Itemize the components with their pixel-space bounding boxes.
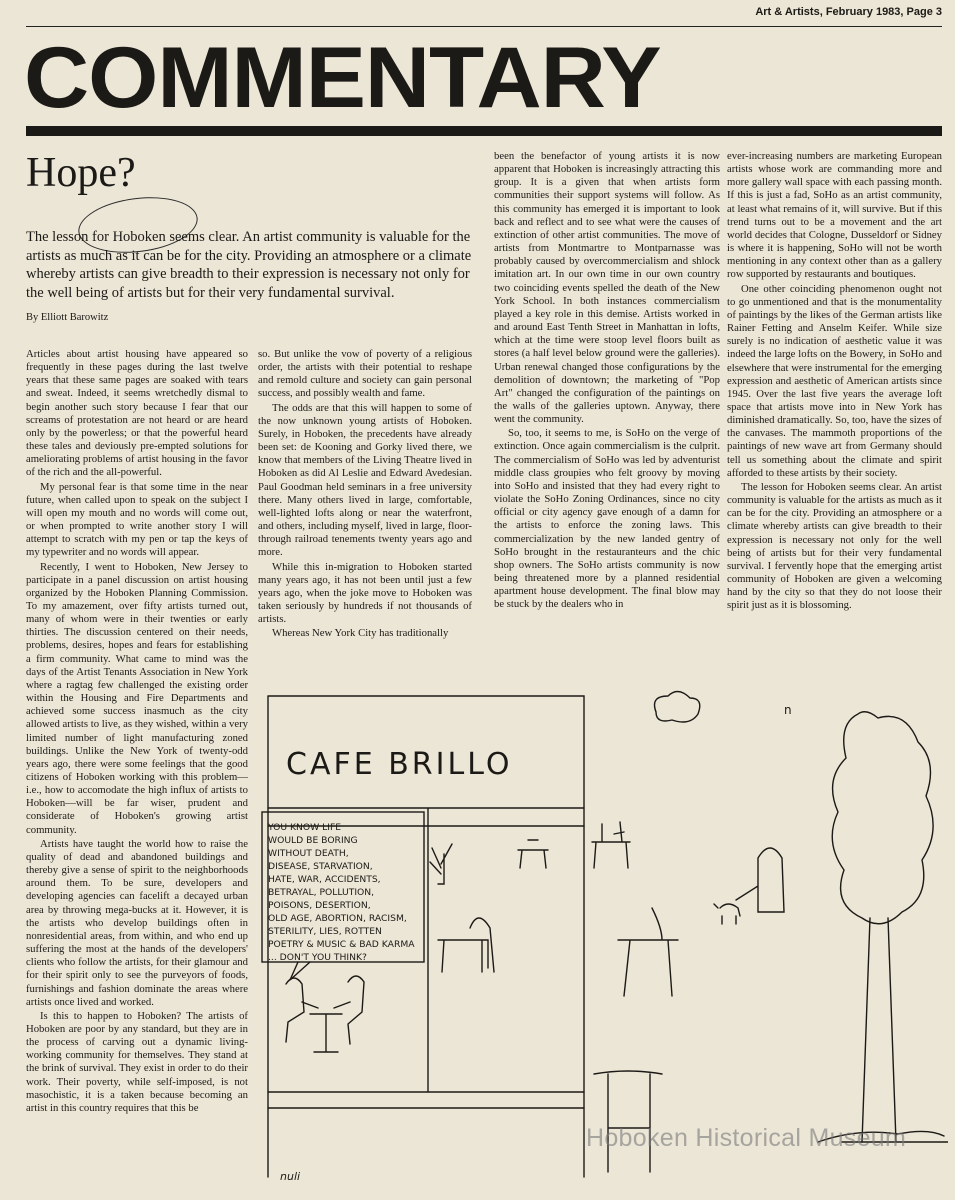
outdoor-chair [592, 822, 630, 868]
paragraph: Artists have taught the world how to raise the quality of dead and abandoned buildings and thereby give a sense of spirit to the neighborhoods around them. To be sure, developers and developing agencies can facelift a decayed urban area by throwing mega-bucks at it. However, it is the artists who develop buildings often in nonresidential areas, from within, and who end up suffering the most at the hands of the developers' clients who follow the artists, for their glamour and for their spirit only to see the purveyors of foods, furnishings and fashion dominate the areas where artists once lived and worked. [26, 837, 248, 1008]
paragraph: Recently, I went to Hoboken, New Jersey to participate in a panel discussion on artist housing organized by the Hoboken Planning Commission. To my amazement, over fifty artists turned out, many of whom were in their twenties or early thirties. The discussion centered on their needs, problems, desires, hopes and fears for establishing a firm community. What came to mind was the days of the Artist Tenants Association in New York where a ragtag few challenged the existing order within the Housing and Fire Departments and achieved some success inasmuch as the city allowed artists to live, as they wished, within a very limited number of light manufacturing zoned buildings. Unlike the New York of twenty-odd years ago, there were some feelings that the good citizens of Hoboken working with this problem—i.e., how to accomodate the high influx of artists to Hoboken—will be far wiser, prudent and considerate of Hoboken's growing artist community. [26, 560, 248, 836]
seated-figure-right [334, 976, 364, 1044]
seated-figure-left [286, 978, 318, 1042]
svg-text:WITHOUT DEATH,: WITHOUT DEATH, [268, 848, 349, 859]
svg-text:POISONS, DESERTION,: POISONS, DESERTION, [268, 900, 371, 911]
paragraph: One other coinciding phenomenon ought not to go unmentioned and that is the monumentality of paintings by the likes of the German artists like Rainer Fetting and Anselm Keifer. While size surely is no indication of aesthetic value it was indeed the large lofts on the Bowery, in SoHo and elsewhere that were instrumental for the emerging expression and aesthetic of American artists since 1945. Over the last five years the average loft space that artists move into in New York has diminished dramatically. So, too, have the sizes of the canvases. The mammoth proportions of the paintings of new wave art from Germany should tell us something about the climate and spirit afforded to these artists by their society. [727, 282, 942, 479]
cafe-table [310, 1014, 342, 1052]
paragraph: The lesson for Hoboken seems clear. An artist community is valuable for the artists as much as it can be for the city. Providing an atmosphere or a climate whereby artists can give breadth to their expression is necessary not only for the well being of artists but for their very fundamental survival. I fervently hope that the emerging artist community of Hoboken are given a welcoming hand by the city so that they do not loose their spirit just as it is blossoming. [727, 480, 942, 612]
paragraph: Articles about artist housing have appeared so frequently in these pages during the last twelve years that these same pages are soaked with tears and sweat. Indeed, it seems wretchedly dismal to begin another such story because I fear that our screams of protestation are not heard or are heard only by the powerless; or that the powerful heard these tales and deviously pre-empted solutions for ameliorating problems of artist housing in the favor of the rich and the all-powerful. [26, 348, 248, 479]
cartoon-illustration [258, 672, 948, 1192]
potted-plant [430, 844, 452, 884]
article-column-2 [258, 348, 472, 660]
paragraph: The odds are that this will happen to some of the now unknown young artists of Hoboken. Surely, in Hoboken, the precedents have already been set: de Kooning and Gorky lived there, we know that members of the Living Theatre lived in Hoboken as did Al Leslie and Edward Avedesian. Paul Goodman held seminars in a free university there. Many others lived in large, comfortable, well-lighted lofts along or near the waterfront, and others, including myself, lived in large, floor-through railroad tenements twenty years ago and more. [258, 401, 472, 559]
svg-text:OLD AGE, ABORTION, RACISM,: OLD AGE, ABORTION, RACISM, [268, 913, 407, 924]
paragraph: While this in-migration to Hoboken started many years ago, it has not been until just a few years ago, when the joke move to Hoboken was taken seriously by hundreds if not thousands of artists. [258, 560, 472, 626]
tree-canopy [832, 712, 933, 924]
paragraph: So, too, it seems to me, is SoHo on the verge of extinction. Once again commercialism is the culprit. The commercialism of SoHo was led by adventurist middle class groupies who felt groovy by moving into SoHo and insisted that they had every right to violate the SoHo Zoning Ordinances, since no city official or city agency gave enough of a damn for the artists to enforce the zoning laws. This commercialization by the new landed gentry of SoHo brought in the restauranteurs and the chic shop owners. The SoHo artists community is now being threatened more by a planned residential apartment house development. The final blow may be stuck by the dealers who in [494, 427, 720, 611]
byline: By Elliott Barowitz [26, 312, 109, 323]
speech-tail [290, 962, 310, 980]
headline: Hope? [26, 150, 136, 196]
tree-trunk [862, 918, 896, 1142]
svg-text:YOU KNOW LIFE: YOU KNOW LIFE [268, 822, 342, 833]
svg-text:WOULD BE BORING: WOULD BE BORING [268, 835, 358, 846]
foreground-stool [594, 1071, 662, 1172]
svg-text:DISEASE, STARVATION,: DISEASE, STARVATION, [268, 861, 373, 872]
outdoor-table [618, 908, 678, 996]
paragraph: been the benefactor of young artists it is now apparent that Hoboken is increasingly attracting this group. It is a given that when artists form communities their support systems will follow. As this community has emerged it is important to look back and reflect and to see what were the causes of extinction of other artist communities. The move of artists from Montmartre to Montparnasse was probably caused by overcommercialism and shlock imitation art. In our own time in our own country two coinciding events spelled the death of the New York School. In both instances commercialism played a key role in this demise. Artists worked in and around East Tenth Street in Manhattan in lofts, which at the time were stoop level floors built as stores (a half level below ground were the galleries). Urban renewal changed those configurations by the demolition of downtown; the marketing of "Pop Art" changed the configuration of the paintings on the walls of the galleries uptown. Anyway, there went the community. [494, 150, 720, 426]
artist-signature: nuli [280, 1170, 301, 1183]
svg-text:... DON'T YOU THINK?: ... DON'T YOU THINK? [268, 952, 367, 963]
svg-text:BETRAYAL, POLLUTION,: BETRAYAL, POLLUTION, [268, 887, 375, 898]
paragraph: Whereas New York City has traditionally [272, 627, 449, 640]
svg-text:POETRY & MUSIC & BAD KARMA: POETRY & MUSIC & BAD KARMA [268, 939, 415, 950]
svg-text:HATE, WAR, ACCIDENTS,: HATE, WAR, ACCIDENTS, [268, 874, 381, 885]
dek: The lesson for Hoboken seems clear. An artist community is valuable for the artists as much as it can be for the city. Providing an atmosphere or a climate whereby artists can give breadth to their expression is necessary not only for the well being of artists but for their very fundamental survival. [26, 229, 472, 301]
article-column-1 [26, 348, 248, 1193]
running-head: Art & Artists, February 1983, Page 3 [755, 6, 942, 18]
bird: n [784, 703, 792, 717]
paragraph: My personal fear is that some time in the near future, when called upon to speak on the subject I will open my mouth and no words will come out, or when prompted to write another story I will attempt to scratch with my pen or tap the keys of my typewriter and no words will appear. [26, 480, 248, 559]
article-column-3 [494, 150, 720, 662]
chair [438, 918, 494, 972]
section-rule [26, 126, 942, 136]
speech-text [267, 822, 415, 963]
cloud [655, 691, 700, 722]
watermark: Hoboken Historical Museum [586, 1124, 907, 1152]
person-walking-dog [736, 848, 784, 912]
section-title: COMMENTARY [24, 30, 661, 126]
dog [714, 904, 740, 924]
cafe-table-small [518, 840, 548, 868]
paragraph: so. But unlike the vow of poverty of a religious order, the artists with their potential to reshape and remold culture and society can gain personal success, and possibly wealth and fame. [258, 348, 472, 400]
svg-text:STERILITY, LIES, ROTTEN: STERILITY, LIES, ROTTEN [268, 926, 382, 937]
header-rule [26, 26, 942, 27]
paragraph: Is this to happen to Hoboken? The artists of Hoboken are poor by any standard, but they are in the process of carving out a dynamic living-working community for themselves. They stand at the brink of survival. They exist in order to do their work. Their poverty, while self-imposed, is not masochistic, it is a taken because becoming an artist in this country requires that this be [26, 1009, 248, 1114]
cafe-sign: CAFE BRILLO [286, 747, 513, 782]
article-column-4 [727, 150, 942, 662]
paragraph: ever-increasing numbers are marketing European artists whose work are commanding more and more gallery wall space with each passing month. If this is just a fad, SoHo as an artist community, at least what remains of it, will survive. But if this trend turns out to be a movement and the art world decides that Cologne, Dusseldorf or Sidney is where it is happening, SoHo will not be worth mentioning in any context other than as a gallery row supported by restaurants and boutiques. [727, 150, 942, 281]
